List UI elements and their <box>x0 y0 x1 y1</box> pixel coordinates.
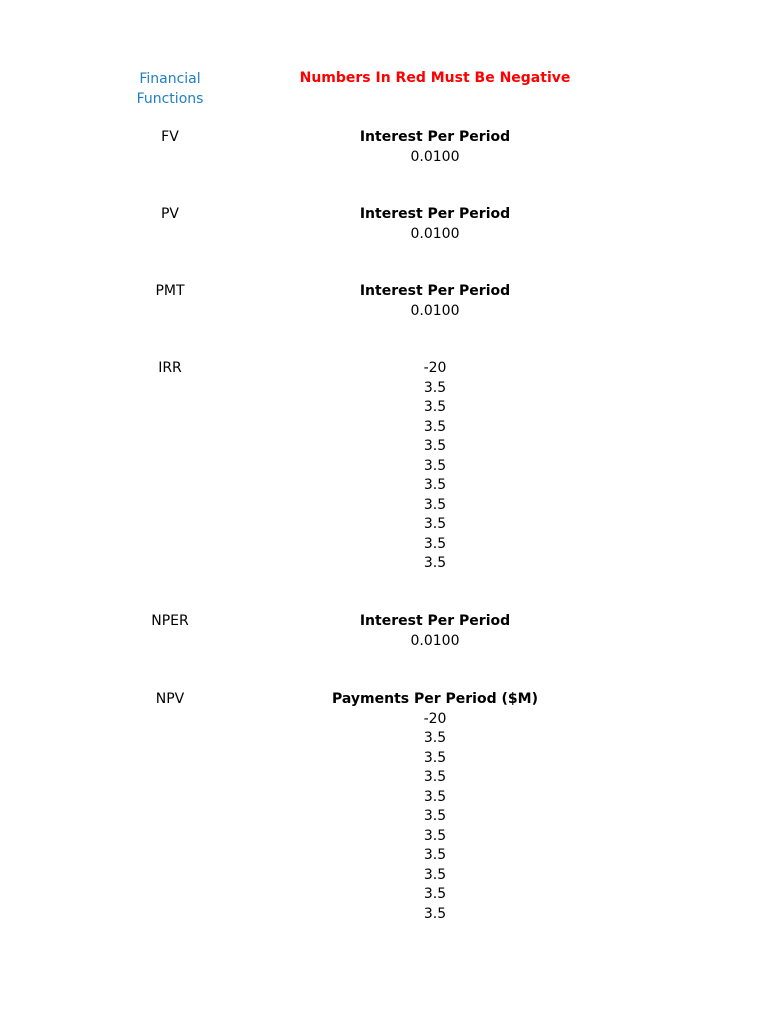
value-cell: 3.5 <box>423 477 447 493</box>
value-cell: 3.5 <box>423 847 447 863</box>
section-values-fv <box>285 128 585 167</box>
value-cell: -20 <box>423 360 447 376</box>
section-values-pmt <box>285 282 585 321</box>
value-cell: -20 <box>423 710 447 727</box>
value-cell: 3.5 <box>423 535 447 552</box>
financial-functions-title <box>100 69 240 109</box>
value-cell: 3.5 <box>423 418 447 435</box>
section-name-npv: NPV <box>155 691 185 707</box>
value-cell: 3.5 <box>423 886 447 902</box>
section-label: Interest Per Period <box>359 129 511 145</box>
title-line-1: Financial <box>139 71 201 87</box>
value-cell: 3.5 <box>423 555 447 571</box>
section-values-pv <box>285 205 585 244</box>
section-name-pv: PV <box>160 206 180 222</box>
title-line-2: Functions <box>136 91 204 107</box>
value-cell: 0.0100 <box>410 632 460 649</box>
section-name-irr: IRR <box>158 360 182 376</box>
value-cell: 3.5 <box>423 516 447 532</box>
value-cell: 3.5 <box>423 730 447 746</box>
value-cell: 3.5 <box>423 866 447 883</box>
value-cell: 3.5 <box>423 788 447 805</box>
value-cell: 3.5 <box>423 827 447 844</box>
section-name-nper: NPER <box>151 613 189 629</box>
value-cell: 3.5 <box>423 438 447 454</box>
value-cell: 0.0100 <box>410 148 460 165</box>
value-cell: 3.5 <box>423 769 447 785</box>
value-cell: 0.0100 <box>410 225 460 242</box>
section-label: Payments Per Period ($M) <box>332 691 538 707</box>
negative-numbers-note: Numbers In Red Must Be Negative <box>299 70 571 86</box>
section-label: Interest Per Period <box>359 283 511 299</box>
value-cell: 3.5 <box>423 808 447 824</box>
section-name-pmt: PMT <box>155 283 185 299</box>
section-name-fv: FV <box>161 129 179 145</box>
value-cell: 0.0100 <box>410 302 460 319</box>
section-label: Interest Per Period <box>359 613 511 629</box>
section-values-nper <box>285 612 585 651</box>
section-label: Interest Per Period <box>359 206 511 222</box>
value-cell: 3.5 <box>423 379 447 396</box>
value-cell: 3.5 <box>423 496 447 513</box>
value-cell: 3.5 <box>423 749 447 766</box>
value-cell: 3.5 <box>423 457 447 474</box>
value-cell: 3.5 <box>423 905 447 922</box>
section-values-irr <box>285 359 585 574</box>
value-cell: 3.5 <box>423 399 447 415</box>
section-values-npv <box>285 690 585 924</box>
